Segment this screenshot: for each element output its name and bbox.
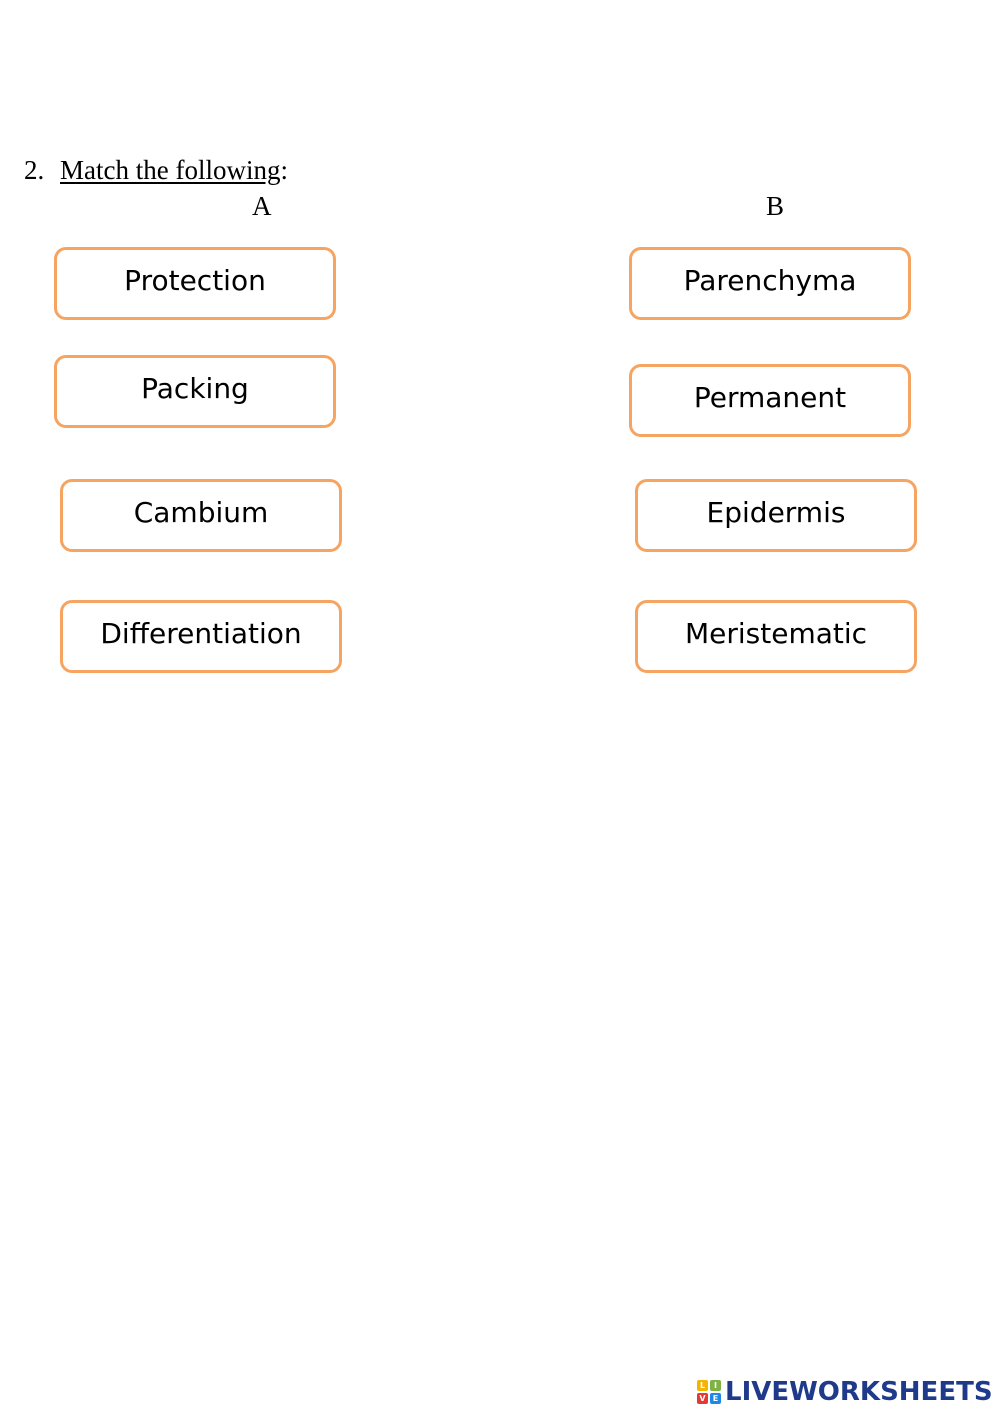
logo-mark-icon xyxy=(697,1380,721,1404)
match-box-label: Cambium xyxy=(133,496,269,529)
match-box-label: Protection xyxy=(124,264,266,297)
column-b-heading: B xyxy=(766,191,785,221)
question-title xyxy=(60,155,288,186)
match-box-b-permanent[interactable] xyxy=(629,364,911,437)
match-box-label: Parenchyma xyxy=(683,264,857,297)
match-box-a-packing[interactable] xyxy=(54,355,336,428)
logo-mark-tile: E xyxy=(710,1393,721,1404)
match-box-a-protection[interactable] xyxy=(54,247,336,320)
match-box-label: Differentiation xyxy=(100,617,302,650)
logo-mark-tile: I xyxy=(710,1380,721,1391)
match-box-label: Meristematic xyxy=(684,617,868,650)
question-number: 2. xyxy=(24,155,45,185)
logo-mark-tile: L xyxy=(697,1380,708,1391)
match-box-label: Packing xyxy=(141,372,249,405)
question-colon: : xyxy=(280,155,288,185)
match-box-b-epidermis[interactable] xyxy=(635,479,917,552)
liveworksheets-logo xyxy=(697,1375,993,1409)
match-box-label: Epidermis xyxy=(706,496,846,529)
question-title-text: Match the following xyxy=(60,155,281,185)
match-box-a-differentiation[interactable] xyxy=(60,600,342,673)
match-box-a-cambium[interactable] xyxy=(60,479,342,552)
logo-mark-tile: V xyxy=(697,1393,708,1404)
column-a-heading: A xyxy=(252,191,272,221)
logo-text: LIVEWORKSHEETS xyxy=(725,1377,993,1407)
match-box-b-parenchyma[interactable] xyxy=(629,247,911,320)
match-box-label: Permanent xyxy=(693,381,847,414)
match-box-b-meristematic[interactable] xyxy=(635,600,917,673)
